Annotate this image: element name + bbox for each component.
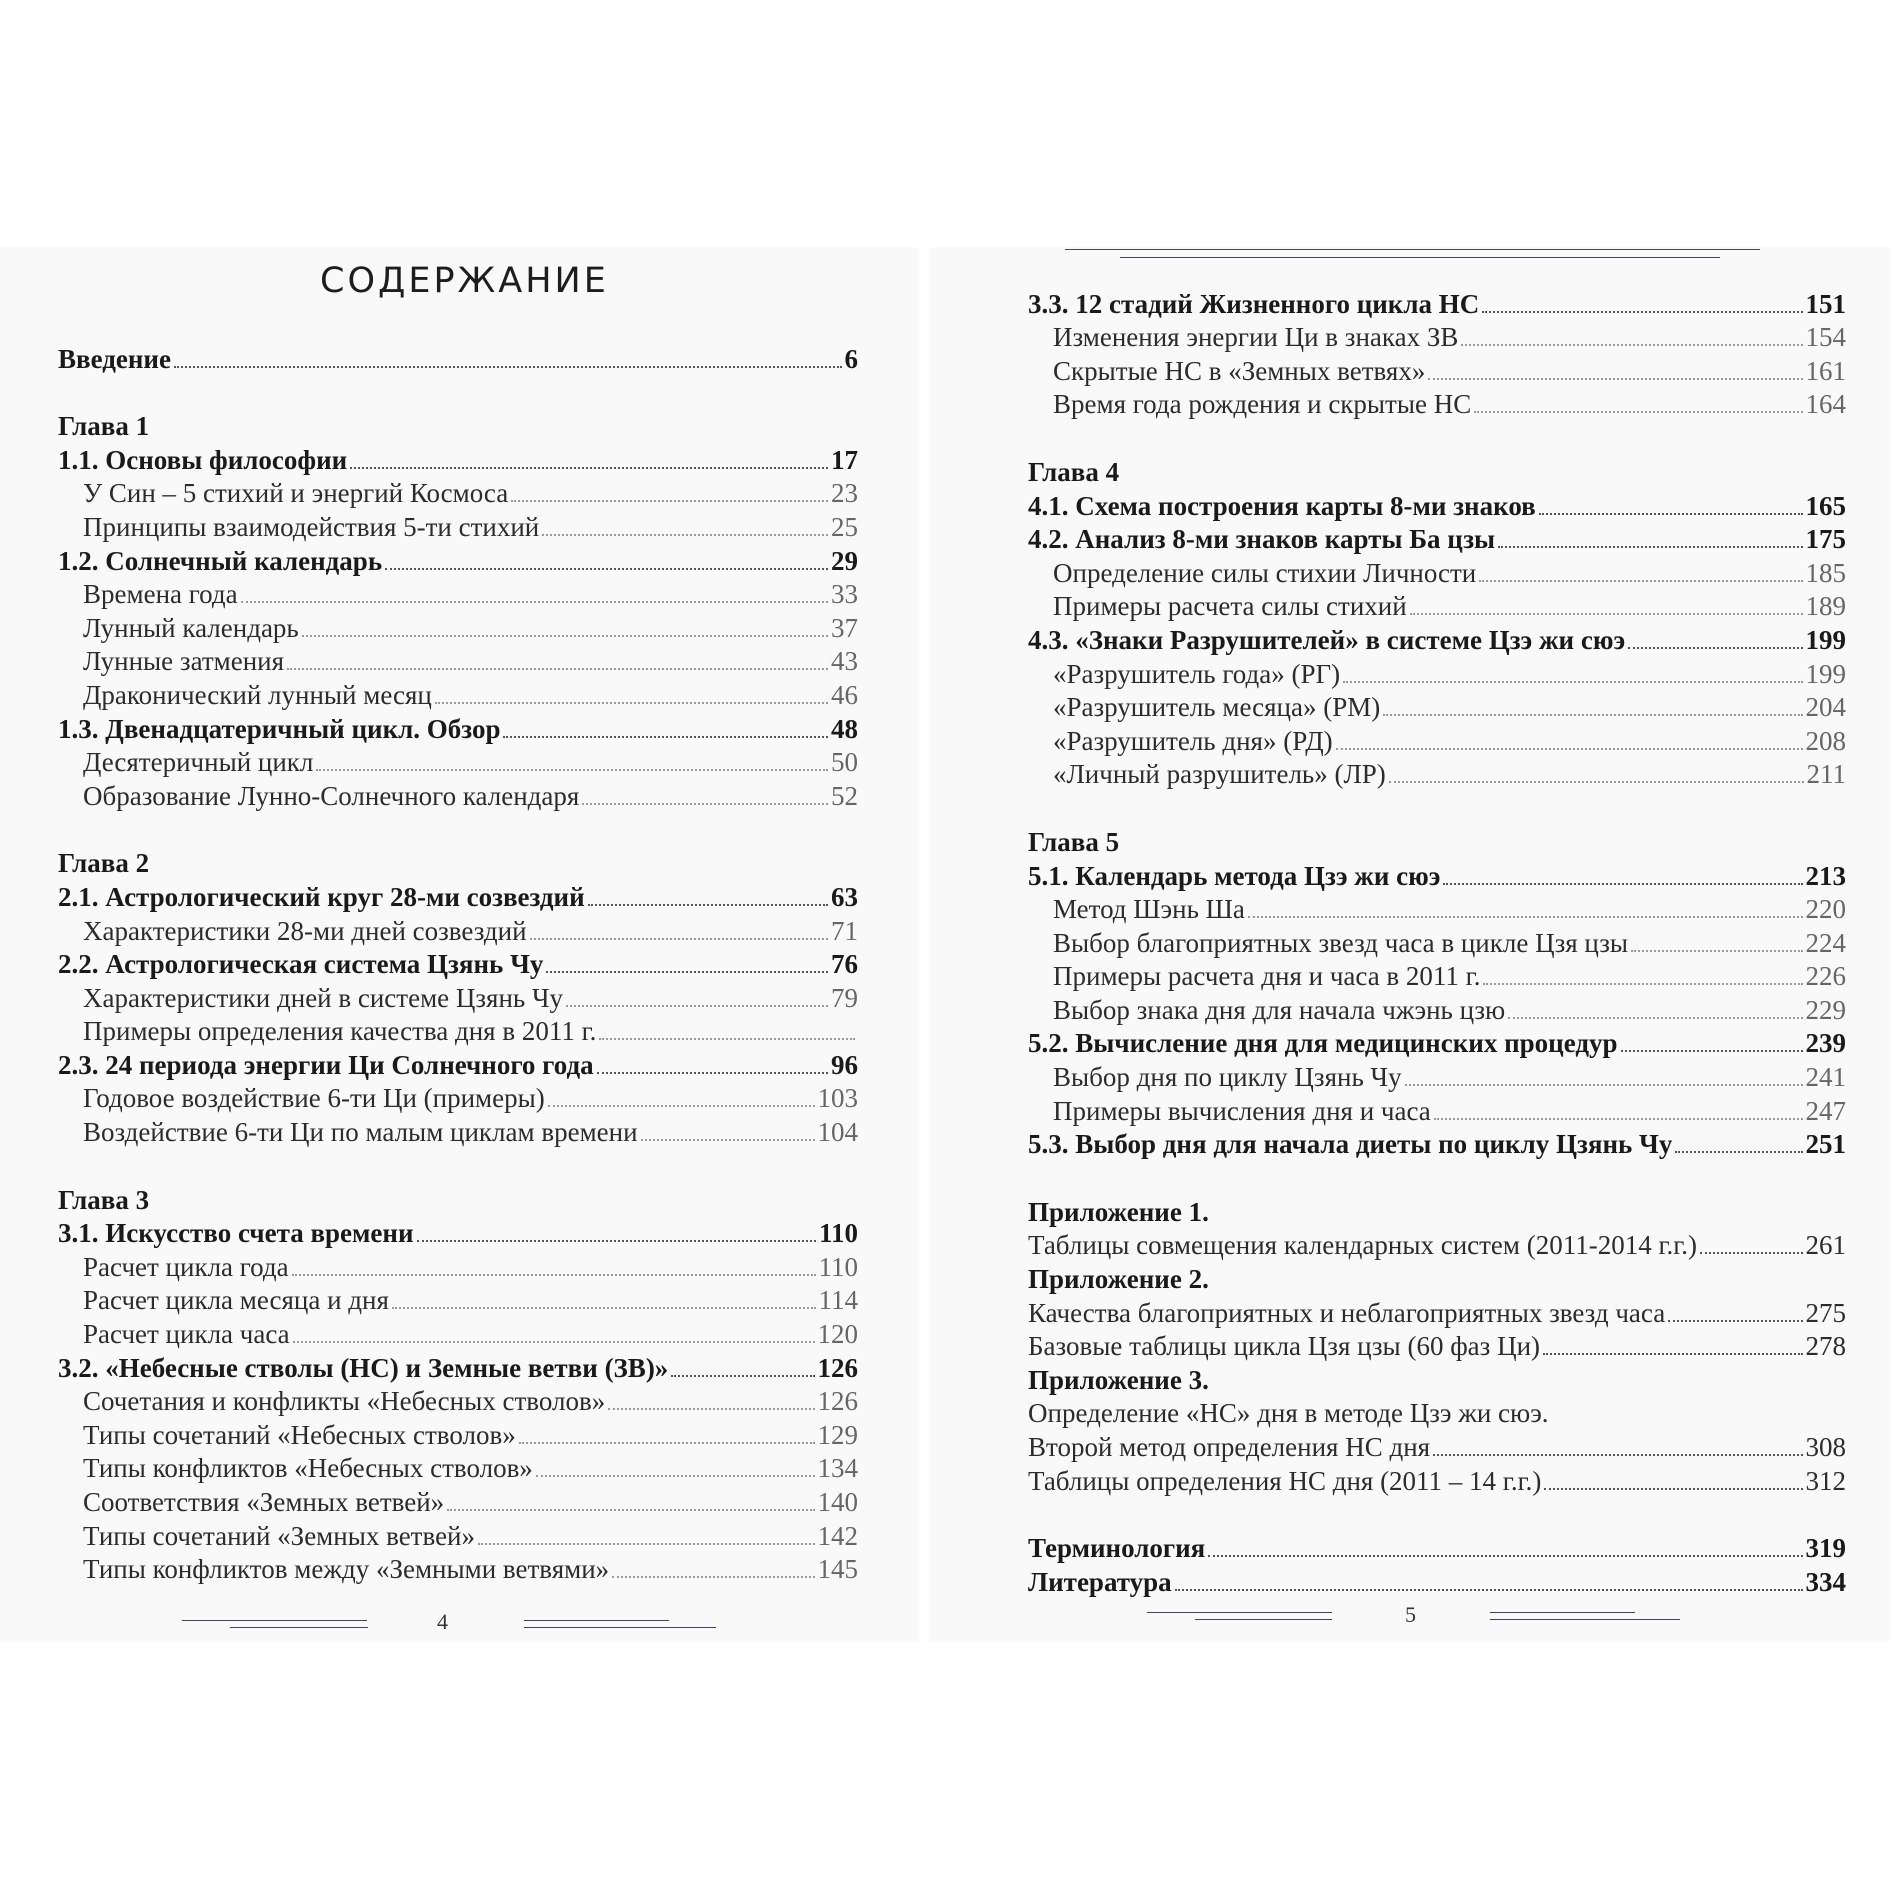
toc-entry <box>58 611 858 645</box>
toc-entry <box>58 1317 858 1351</box>
toc-entry <box>58 510 858 544</box>
toc-entry-page: 319 <box>1805 1533 1846 1564</box>
toc-entry <box>58 544 858 578</box>
toc-entry <box>1028 926 1846 960</box>
dot-leader <box>1428 378 1802 380</box>
toc-entry-title: 1.3. Двенадцатеричный цикл. Обзор <box>58 713 501 744</box>
toc-entry-page: 63 <box>831 881 858 912</box>
toc-left-column <box>58 342 858 1586</box>
toc-entry <box>1028 825 1846 859</box>
toc-entry-title: Сочетания и конфликты «Небесных стволов» <box>83 1386 606 1417</box>
toc-entry-page: 104 <box>817 1117 858 1148</box>
toc-entry-title: «Разрушитель года» (РГ) <box>1053 658 1341 689</box>
toc-entry <box>58 1553 858 1587</box>
toc-entry-page: 145 <box>817 1554 858 1585</box>
dot-leader <box>548 1105 815 1107</box>
toc-entry-page: 96 <box>831 1049 858 1080</box>
dot-leader <box>293 1341 815 1343</box>
dot-leader <box>1343 681 1802 683</box>
toc-entry <box>58 1351 858 1385</box>
toc-entry <box>58 1485 858 1519</box>
toc-entry <box>58 342 858 376</box>
toc-entry-title: Терминология <box>1028 1533 1206 1564</box>
toc-entry-page: 52 <box>831 780 858 811</box>
toc-entry-page: 278 <box>1805 1331 1846 1362</box>
toc-entry <box>1028 1229 1846 1263</box>
toc-entry-title: Таблицы совмещения календарных систем (2011-2014 г.г.) <box>1028 1230 1698 1261</box>
toc-entry <box>1028 691 1846 725</box>
toc-entry <box>1028 893 1846 927</box>
toc-entry <box>1028 1027 1846 1061</box>
right-page <box>930 247 1890 1642</box>
toc-entry <box>1028 724 1846 758</box>
dot-leader <box>503 736 828 738</box>
toc-entry <box>58 746 858 780</box>
toc-entry-page: 275 <box>1805 1297 1846 1328</box>
footer-rule <box>1147 1612 1332 1613</box>
dot-leader <box>241 601 828 603</box>
toc-entry-title: Годовое воздействие 6-ти Ци (примеры) <box>83 1083 545 1114</box>
toc-entry <box>58 914 858 948</box>
toc-entry <box>1028 1094 1846 1128</box>
page-number: 4 <box>437 1609 448 1634</box>
toc-entry-title: Расчет цикла месяца и дня <box>83 1285 389 1316</box>
header-rule <box>1120 257 1720 258</box>
toc-entry <box>1028 1060 1846 1094</box>
toc-entry <box>58 1250 858 1284</box>
dot-leader <box>1208 1555 1802 1557</box>
toc-entry-title: Принципы взаимодействия 5-ти стихий <box>83 511 540 542</box>
toc-entry-title: 1.2. Солнечный календарь <box>58 545 383 576</box>
toc-entry-title: Таблицы определения НС дня (2011 – 14 г.г.) <box>1028 1465 1542 1496</box>
toc-entry <box>58 1183 858 1217</box>
dot-leader <box>392 1307 816 1309</box>
toc-entry <box>1028 455 1846 489</box>
toc-entry-page: 25 <box>831 511 858 542</box>
toc-entry <box>1028 1565 1846 1599</box>
dot-leader <box>588 904 828 906</box>
toc-entry-title: «Разрушитель месяца» (РМ) <box>1053 692 1381 723</box>
toc-entry <box>1028 1397 1846 1431</box>
toc-entry-page: 76 <box>831 949 858 980</box>
toc-entry <box>58 678 858 712</box>
page-number: 5 <box>1405 1602 1416 1627</box>
toc-entry-page: 220 <box>1805 894 1846 925</box>
toc-entry-page: 17 <box>831 444 858 475</box>
toc-entry <box>1028 590 1846 624</box>
dot-leader <box>447 1509 814 1511</box>
dot-leader <box>1383 714 1802 716</box>
toc-entry-page: 251 <box>1805 1129 1846 1160</box>
footer-rule <box>524 1627 716 1628</box>
toc-entry-title: У Син – 5 стихий и энергий Космоса <box>83 478 509 509</box>
toc-entry <box>1028 1262 1846 1296</box>
toc-entry-page: 43 <box>831 646 858 677</box>
toc-entry-title: Глава 4 <box>1028 456 1120 487</box>
footer-rule <box>524 1620 669 1621</box>
toc-entry <box>58 1015 858 1049</box>
dot-leader <box>608 1408 814 1410</box>
toc-entry-page: 312 <box>1805 1465 1846 1496</box>
toc-entry <box>58 880 858 914</box>
toc-entry-title: 3.1. Искусство счета времени <box>58 1218 414 1249</box>
dot-leader <box>1405 1084 1803 1086</box>
toc-entry-title: Скрытые НС в «Земных ветвях» <box>1053 355 1426 386</box>
toc-entry-title: Времена года <box>83 579 238 610</box>
toc-entry-page: 175 <box>1805 524 1846 555</box>
dot-leader <box>1483 983 1802 985</box>
dot-leader <box>536 1475 815 1477</box>
toc-entry-page: 164 <box>1805 389 1846 420</box>
dot-leader <box>1410 613 1803 615</box>
toc-entry-title: Введение <box>58 343 171 374</box>
toc-entry-page: 308 <box>1805 1432 1846 1462</box>
toc-entry <box>1028 1195 1846 1229</box>
toc-entry <box>58 443 858 477</box>
toc-entry <box>1028 1330 1846 1364</box>
toc-entry-title: Характеристики 28-ми дней созвездий <box>83 915 527 946</box>
toc-entry <box>58 410 858 444</box>
dot-leader <box>530 938 828 940</box>
toc-entry <box>1028 523 1846 557</box>
dot-leader <box>1628 647 1802 649</box>
dot-leader <box>1248 916 1803 918</box>
toc-entry-page: 48 <box>831 713 858 744</box>
toc-entry <box>58 1082 858 1116</box>
toc-entry-page: 142 <box>817 1520 858 1551</box>
toc-entry-title: Примеры расчета дня и часа в 2011 г. <box>1053 961 1481 992</box>
toc-entry-title: Базовые таблицы цикла Цзя цзы (60 фаз Ци) <box>1028 1331 1541 1362</box>
toc-entry-page: 189 <box>1805 591 1846 622</box>
toc-entry <box>1028 489 1846 523</box>
toc-entry-page: 241 <box>1805 1062 1846 1093</box>
footer-rule <box>230 1627 368 1628</box>
toc-entry-page: 120 <box>817 1319 858 1350</box>
toc-entry-title: Примеры расчета силы стихий <box>1053 591 1407 622</box>
toc-entry-title: Литература <box>1028 1566 1172 1597</box>
toc-entry <box>1028 354 1846 388</box>
dot-leader <box>302 635 828 637</box>
toc-entry-page: 199 <box>1805 624 1846 655</box>
toc-entry-title: «Личный разрушитель» (ЛР) <box>1053 759 1386 790</box>
toc-entry-page: 37 <box>831 612 858 643</box>
toc-entry <box>1028 1430 1846 1464</box>
toc-entry <box>58 981 858 1015</box>
toc-entry-title: 2.2. Астрологическая система Цзянь Чу <box>58 949 544 980</box>
toc-entry-page: 165 <box>1805 490 1846 521</box>
toc-entry-title: Глава 1 <box>58 411 150 442</box>
dot-leader <box>1443 883 1802 885</box>
dot-leader <box>1434 1118 1803 1120</box>
toc-entry-title: Характеристики дней в системе Цзянь Чу <box>83 982 564 1013</box>
toc-entry <box>58 948 858 982</box>
toc-entry-title: 2.1. Астрологический круг 28-ми созвездий <box>58 881 585 912</box>
toc-entry-page: 23 <box>831 478 858 509</box>
toc-entry <box>1028 993 1846 1027</box>
toc-entry <box>1028 1363 1846 1397</box>
footer-rule <box>182 1620 367 1621</box>
toc-entry-title: Типы конфликтов между «Земными ветвями» <box>83 1554 610 1585</box>
dot-leader <box>511 500 828 502</box>
toc-entry-page: 50 <box>831 747 858 778</box>
dot-leader <box>641 1139 815 1141</box>
dot-leader <box>316 769 828 771</box>
toc-entry <box>1028 623 1846 657</box>
toc-entry-title: 4.3. «Знаки Разрушителей» в системе Цзэ жи сюэ <box>1028 624 1626 655</box>
footer-rule <box>1490 1619 1680 1620</box>
dot-leader <box>287 668 828 670</box>
footer-rule <box>1490 1612 1635 1613</box>
dot-leader <box>350 467 828 469</box>
toc-entry-page: 126 <box>817 1352 858 1383</box>
toc-entry <box>58 1452 858 1486</box>
dot-leader <box>671 1375 814 1377</box>
dot-leader <box>1668 1320 1802 1322</box>
dot-leader <box>1474 411 1802 413</box>
toc-entry-page: 79 <box>831 982 858 1013</box>
dot-leader <box>385 568 828 570</box>
toc-entry-page: 71 <box>831 915 858 946</box>
dot-leader <box>612 1576 814 1578</box>
dot-leader <box>1631 950 1802 952</box>
toc-entry-title: 2.3. 24 периода энергии Ци Солнечного года <box>58 1049 594 1080</box>
toc-entry-title: Глава 3 <box>58 1184 150 1215</box>
dot-leader <box>1479 580 1802 582</box>
toc-entry <box>58 779 858 813</box>
toc-entry-page: 185 <box>1805 557 1846 588</box>
dot-leader <box>566 1005 828 1007</box>
toc-entry-page: 213 <box>1805 860 1846 891</box>
toc-entry-page: 226 <box>1805 961 1846 992</box>
toc-entry-title: Соответствия «Земных ветвей» <box>83 1487 445 1517</box>
toc-entry-title: Типы конфликтов «Небесных стволов» <box>83 1453 533 1484</box>
toc-entry <box>58 1284 858 1318</box>
toc-entry-page: 134 <box>817 1453 858 1484</box>
toc-entry-title: Примеры вычисления дня и часа <box>1053 1095 1431 1126</box>
toc-entry-page: 208 <box>1805 725 1846 756</box>
toc-entry-title: Воздействие 6-ти Ци по малым циклам времени <box>83 1117 638 1148</box>
toc-entry-page: 229 <box>1805 994 1846 1025</box>
dot-leader <box>599 1038 855 1040</box>
toc-entry-title: Драконический лунный месяц <box>83 679 432 710</box>
toc-entry-title: Глава 2 <box>58 848 150 879</box>
toc-entry-page: 247 <box>1805 1095 1846 1126</box>
toc-entry-title: Изменения энергии Ци в знаках ЗВ <box>1053 322 1459 353</box>
toc-entry <box>1028 758 1846 792</box>
toc-entry-page: 161 <box>1805 355 1846 386</box>
dot-leader <box>1482 311 1802 313</box>
toc-entry-title: Время года рождения и скрытые НС <box>1053 389 1472 420</box>
dot-leader <box>546 971 828 973</box>
toc-entry-title: Примеры определения качества дня в 2011 г. <box>83 1016 597 1047</box>
toc-entry-title: Метод Шэнь Ша <box>1053 894 1245 925</box>
toc-entry-title: Выбор благоприятных звезд часа в цикле Цзя цзы <box>1053 927 1629 958</box>
toc-entry <box>58 1048 858 1082</box>
toc-entry-title: 4.1. Схема построения карты 8-ми знаков <box>1028 490 1536 521</box>
toc-entry-title: Выбор знака дня для начала чжэнь цзю <box>1053 994 1506 1025</box>
toc-entry-page: 129 <box>817 1419 858 1450</box>
toc-entry-page: 334 <box>1805 1566 1846 1597</box>
toc-right-column <box>1028 287 1846 1599</box>
toc-entry-page: 6 <box>844 343 858 374</box>
toc-entry-page: 33 <box>831 579 858 610</box>
toc-entry <box>1028 1532 1846 1566</box>
toc-entry <box>1028 556 1846 590</box>
dot-leader <box>1675 1151 1802 1153</box>
toc-entry-page: 103 <box>817 1083 858 1114</box>
toc-entry <box>1028 321 1846 355</box>
toc-entry <box>1028 657 1846 691</box>
toc-entry-page: 224 <box>1805 927 1846 958</box>
toc-entry <box>1028 1128 1846 1162</box>
dot-leader <box>1498 546 1802 548</box>
toc-entry <box>1028 1464 1846 1498</box>
dot-leader <box>1175 1589 1803 1591</box>
dot-leader <box>1336 748 1803 750</box>
toc-entry-title: 5.1. Календарь метода Цзэ жи сюэ <box>1028 860 1441 891</box>
dot-leader <box>1544 1488 1802 1490</box>
toc-entry-title: Лунный календарь <box>83 612 299 643</box>
toc-entry-page: 154 <box>1805 322 1846 353</box>
toc-entry <box>58 847 858 881</box>
dot-leader <box>1389 781 1804 783</box>
toc-entry-page: 199 <box>1805 658 1846 689</box>
toc-entry-title: 5.2. Вычисление дня для медицинских процедур <box>1028 1028 1618 1059</box>
toc-entry <box>1028 287 1846 321</box>
toc-entry-page: 114 <box>818 1285 858 1316</box>
dot-leader <box>1433 1454 1802 1456</box>
toc-entry <box>58 578 858 612</box>
toc-entry <box>1028 859 1846 893</box>
toc-entry-title: Образование Лунно-Солнечного календаря <box>83 780 580 811</box>
toc-entry <box>58 1217 858 1251</box>
left-page <box>0 247 918 1642</box>
toc-entry <box>58 645 858 679</box>
toc-entry-page: 239 <box>1805 1028 1846 1059</box>
toc-entry <box>58 477 858 511</box>
header-rule <box>1065 249 1760 250</box>
toc-entry-title: 1.1. Основы философии <box>58 444 348 475</box>
dot-leader <box>519 1442 815 1444</box>
toc-entry-page: 46 <box>831 679 858 710</box>
toc-entry <box>1028 960 1846 994</box>
dot-leader <box>1539 513 1803 515</box>
toc-entry-title: «Разрушитель дня» (РД) <box>1053 725 1333 756</box>
toc-entry-title: 3.3. 12 стадий Жизненного цикла НС <box>1028 288 1480 319</box>
toc-entry <box>58 1115 858 1149</box>
toc-entry-page: 211 <box>1806 759 1846 790</box>
toc-entry-page: 261 <box>1805 1230 1846 1261</box>
toc-entry-title: Второй метод определения НС дня <box>1028 1432 1431 1462</box>
toc-entry-page: 110 <box>818 1218 858 1249</box>
toc-entry-title: Типы сочетаний «Земных ветвей» <box>83 1520 476 1551</box>
toc-entry-title: Качества благоприятных и неблагоприятных звезд часа <box>1028 1297 1666 1328</box>
toc-entry-title: 5.3. Выбор дня для начала диеты по циклу Цзянь Чу <box>1028 1129 1673 1160</box>
dot-leader <box>597 1072 828 1074</box>
toc-entry-title: Определение «НС» дня в методе Цзэ жи сюэ. <box>1028 1398 1549 1429</box>
toc-entry <box>58 1418 858 1452</box>
footer-rule <box>1195 1619 1332 1620</box>
page-title: СОДЕРЖАНИЕ <box>320 261 609 301</box>
dot-leader <box>1461 344 1802 346</box>
toc-entry-page: 204 <box>1805 692 1846 723</box>
toc-entry-title: Глава 5 <box>1028 826 1120 857</box>
dot-leader <box>417 1240 816 1242</box>
toc-entry-title: Десятеричный цикл <box>83 747 314 778</box>
toc-entry-title: Определение силы стихии Личности <box>1053 557 1477 588</box>
toc-entry-title: Лунные затмения <box>83 646 285 677</box>
toc-entry <box>58 1519 858 1553</box>
dot-leader <box>478 1543 814 1545</box>
dot-leader <box>1508 1017 1802 1019</box>
toc-entry-title: Приложение 2. <box>1028 1264 1209 1295</box>
toc-entry-title: Расчет цикла года <box>83 1251 289 1282</box>
toc-entry-title: Расчет цикла часа <box>83 1319 290 1350</box>
toc-entry-title: 4.2. Анализ 8-ми знаков карты Ба цзы <box>1028 524 1496 555</box>
dot-leader <box>1543 1353 1802 1355</box>
toc-entry-page: 110 <box>818 1251 858 1282</box>
toc-entry <box>1028 1296 1846 1330</box>
toc-entry-title: Типы сочетаний «Небесных стволов» <box>83 1419 516 1450</box>
toc-entry-page: 151 <box>1805 288 1846 319</box>
toc-entry <box>58 712 858 746</box>
toc-entry-page: 126 <box>817 1386 858 1417</box>
dot-leader <box>292 1274 816 1276</box>
dot-leader <box>1700 1252 1802 1254</box>
toc-entry-title: Выбор дня по циклу Цзянь Чу <box>1053 1062 1402 1093</box>
dot-leader <box>542 534 828 536</box>
toc-entry <box>58 1385 858 1419</box>
dot-leader <box>1621 1050 1803 1052</box>
toc-entry-title: Приложение 3. <box>1028 1364 1209 1395</box>
toc-entry-page: 29 <box>831 545 858 576</box>
toc-entry-page: 140 <box>817 1487 858 1517</box>
toc-entry-title: Приложение 1. <box>1028 1196 1209 1227</box>
toc-entry-title: 3.2. «Небесные стволы (НС) и Земные ветви (ЗВ)» <box>58 1352 669 1383</box>
dot-leader <box>582 803 828 805</box>
dot-leader <box>435 702 828 704</box>
toc-entry <box>1028 388 1846 422</box>
dot-leader <box>174 366 842 368</box>
